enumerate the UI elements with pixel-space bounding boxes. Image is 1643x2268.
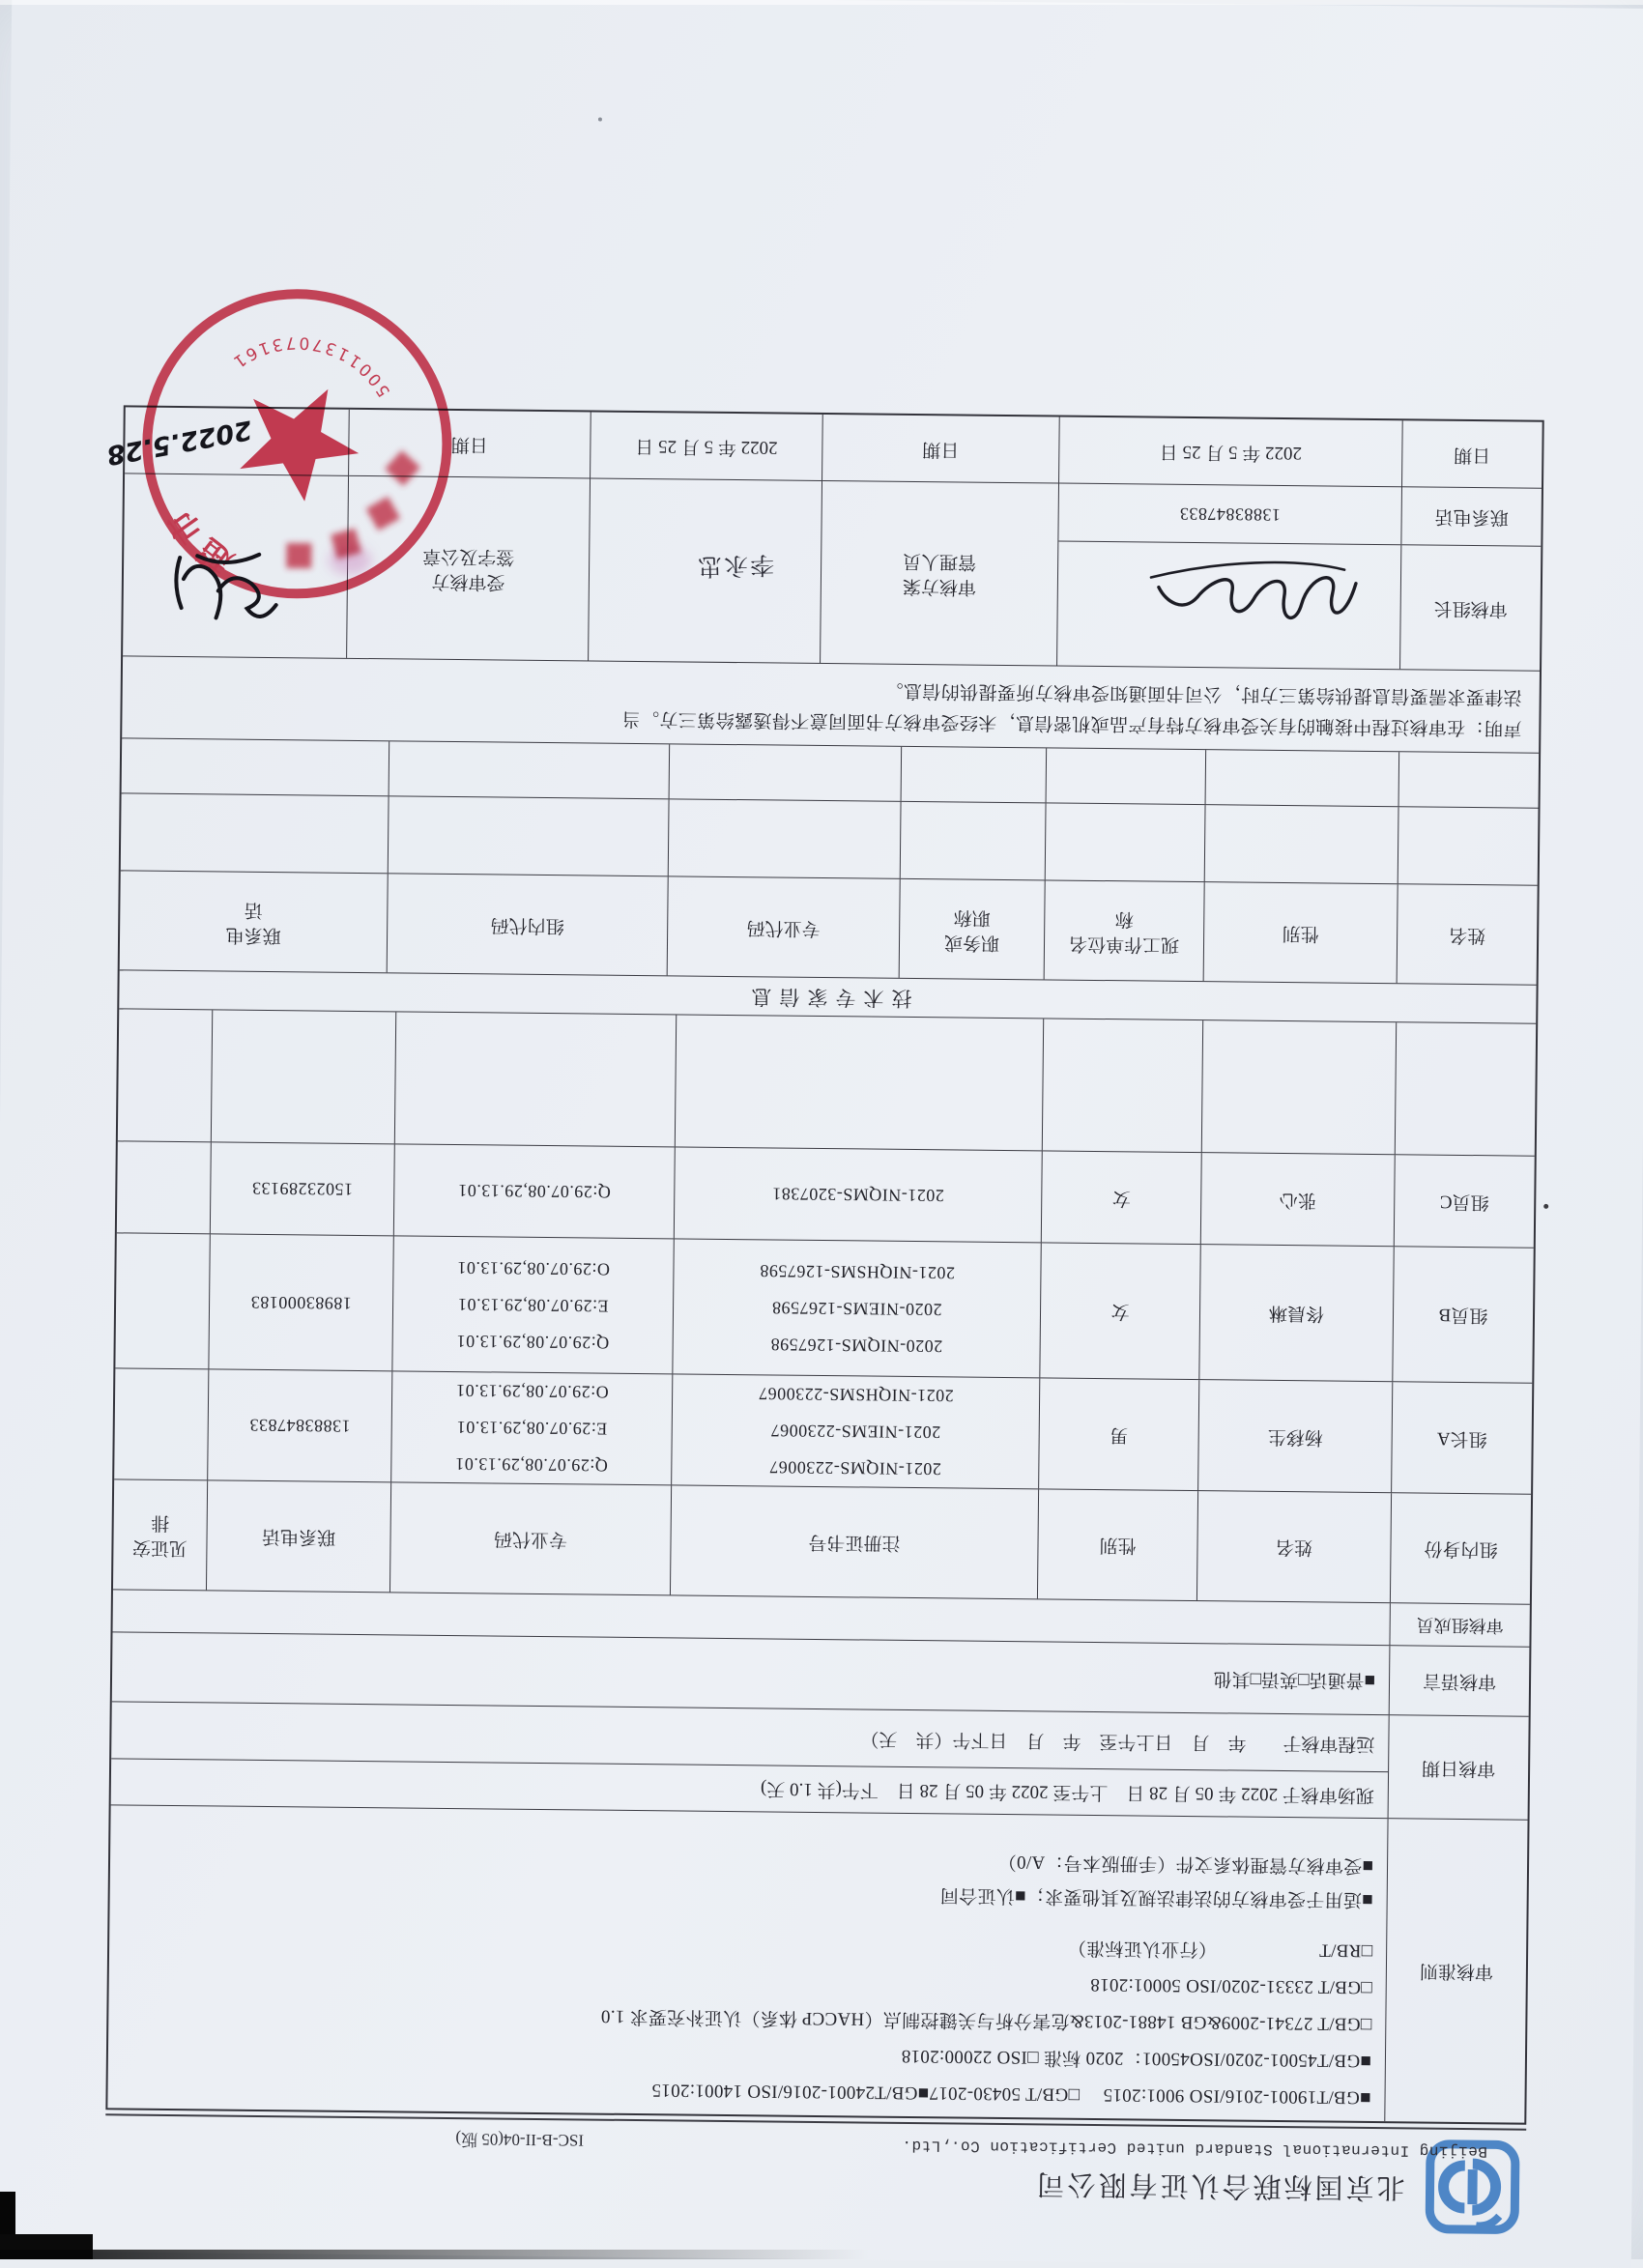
- member-role: 组长A: [1391, 1382, 1532, 1494]
- criteria-line: ■GB/T45001-2020/ISO45001：2020 标准 □ISO 22000:2018: [901, 2045, 1372, 2071]
- member-gender: 女: [1039, 1243, 1199, 1379]
- header-cert-no: 注册证书号: [670, 1485, 1038, 1598]
- expert-header-spec-code: 专业代码: [667, 876, 900, 978]
- manager-date-value: 2022 年 5 月 25 日: [591, 412, 822, 480]
- scan-black-strip: [0, 2250, 870, 2259]
- auditee-label: 受审核方 签字及公章: [422, 545, 515, 592]
- member-name: 佟晨琳: [1198, 1245, 1393, 1381]
- expert-section-title: 技术专家信息: [119, 970, 1536, 1023]
- leader-date-value: 2022 年 5 月 25 日: [1059, 417, 1402, 488]
- signoff-labels-leader: [1399, 420, 1542, 671]
- member-row-c: [117, 1141, 1535, 1248]
- leader-phone-value: 13883847833: [1058, 484, 1401, 546]
- expert-header-title: 职务或职称: [899, 879, 1045, 980]
- signoff-labels-manager: [820, 415, 1059, 666]
- criteria-line: □RB/T （行业认证标准）: [1067, 1937, 1373, 1961]
- expert-header-gender: 性别: [1203, 882, 1398, 983]
- member-codes: Q:29.07.08,29.13.01: [393, 1144, 675, 1238]
- header-phone: 联系电话: [206, 1480, 390, 1592]
- member-row-b: [115, 1233, 1533, 1383]
- onsite-audit-date: 现场审核于 2022 年 05 月 28 日 上午至 2022 年 05 月 28 日 下午(共 1.0 天): [760, 1778, 1374, 1806]
- member-witness: [117, 1141, 211, 1233]
- company-name-en: Beijing International Standard united Certification Co.,Ltd.: [901, 2136, 1488, 2161]
- criteria-line: ■适用于受审核方的法律法规及其他要求；■认证合同: [939, 1884, 1373, 1909]
- company-name-cn: 北京国标联合认证有限公司: [1033, 2168, 1405, 2203]
- header-gender: 性别: [1037, 1489, 1197, 1600]
- audit-date-label: 审核日期: [1388, 1715, 1529, 1820]
- leader-handwritten-signature: [1131, 544, 1373, 644]
- audit-criteria-content: [107, 1805, 1387, 2121]
- leader-label: 审核组长: [1433, 597, 1508, 619]
- member-phone: 13883847833: [207, 1369, 391, 1481]
- expert-header-phone: 联系电话: [225, 899, 281, 945]
- member-certs: 2021-NIQMS-3207381: [674, 1147, 1042, 1242]
- member-name: 张心: [1200, 1153, 1395, 1246]
- audit-team-label: 审核组成员: [1389, 1603, 1529, 1647]
- header-spec-code: 专业代码: [389, 1482, 671, 1594]
- member-gender: 女: [1041, 1151, 1201, 1244]
- audit-language-label: 审核语言: [1389, 1646, 1530, 1716]
- member-certs: 2020-NIQMS-1267598 2020-NIEMS-1267598 2021-NIQHSMS-1267598: [672, 1239, 1040, 1377]
- header-name: 姓名: [1196, 1491, 1391, 1602]
- member-gender: 男: [1038, 1378, 1198, 1490]
- form-code: ISC-B-II-04(05 版): [455, 2130, 585, 2150]
- member-table-header: [113, 1479, 1531, 1604]
- signoff-values-manager: [588, 412, 822, 662]
- audit-criteria-label: 审核准则: [1384, 1819, 1527, 2123]
- pencil-dot: [598, 118, 602, 122]
- criteria-line: □GB/T 27341-2009&GB 14881-2013&危害分析与关键控制点（HACCP 体系）认证补充要求 1.0: [600, 2005, 1372, 2034]
- scan-edge-highlight: [0, 0, 1643, 5]
- expert-header-team-code: 组内代码: [387, 874, 668, 975]
- expert-header-employer: 现工作单位名称: [1044, 880, 1204, 981]
- header-witness: 见证安排: [131, 1512, 188, 1559]
- confidentiality-statement: 声明：在审核过程中接触的有关受审核方特有产品或机密信息，未经受审核方书面同意不得透露给第三方。当 法律要求需要信息提供给第三方时，公司书面通知受审核方所要提供的信息。: [621, 679, 1522, 738]
- date-label: 日期: [822, 415, 1059, 484]
- criteria-line: □GB/T 23331-2020/ISO 50001:2018: [1089, 1973, 1372, 1997]
- auditee-handwritten-date: 2022.5.28: [103, 414, 254, 471]
- member-row-empty: [118, 1009, 1536, 1156]
- audit-language-value: ■普通话□英语□其他: [1213, 1668, 1376, 1691]
- member-certs: 2021-NIQMS-2230067 2021-NIEMS-2230067 2021-NIQHSMS-2230067: [671, 1374, 1039, 1488]
- remote-audit-date: 远程审核于 年 月 日上午至 年 月 日下午（共 天）: [111, 1702, 1389, 1772]
- row-audit-date: [111, 1702, 1529, 1820]
- audit-form-table: [105, 405, 1543, 2124]
- member-phone: 18983000183: [208, 1234, 392, 1370]
- header-role: 组内身份: [1390, 1493, 1531, 1604]
- leader-phone-label: 联系电话: [1401, 487, 1542, 547]
- expert-row-empty: [121, 793, 1539, 885]
- member-role: 组员B: [1392, 1247, 1533, 1383]
- ink-dot: [1543, 1204, 1548, 1209]
- member-witness: [114, 1368, 208, 1479]
- row-audit-criteria: [107, 1805, 1527, 2122]
- expert-table-header: [120, 871, 1538, 985]
- manager-handwritten-name: 李永忠: [695, 551, 775, 580]
- date-label: 日期: [1402, 420, 1542, 489]
- member-row-leader-a: [114, 1368, 1532, 1494]
- member-witness: [115, 1233, 209, 1368]
- manager-label: 审核方案 管理人员: [902, 550, 977, 597]
- svg-text:5001137073161: 5001137073161: [226, 332, 395, 400]
- date-label: 日期: [349, 410, 591, 479]
- row-statement: [122, 656, 1540, 753]
- member-name: 杨移生: [1197, 1380, 1392, 1492]
- member-codes: Q:29.07.08,29.13.01 E:29.07.08,29.13.01 O:29.07.08,29.13.01: [390, 1371, 672, 1484]
- auditee-handwritten-signature: [123, 510, 298, 638]
- member-role: 组员C: [1394, 1155, 1535, 1248]
- member-phone: 15023289133: [210, 1142, 394, 1235]
- audit-date-content: [111, 1702, 1389, 1818]
- member-codes: Q:29.07.08,29.13.01 E:29.07.08,29.13.01 O:29.07.08,29.13.01: [391, 1236, 673, 1373]
- criteria-line: ■GB/T19001-2016/ISO 9001:2015 □GB/T 50430-2017■GB/T24001-2016/ISO 14001:2015: [651, 2080, 1371, 2108]
- criteria-line: ■受审核方管理体系文件（手册版本号：A/0）: [997, 1851, 1374, 1876]
- svg-text:超市: 超市: [159, 497, 241, 580]
- expert-header-name: 姓名: [1397, 884, 1538, 985]
